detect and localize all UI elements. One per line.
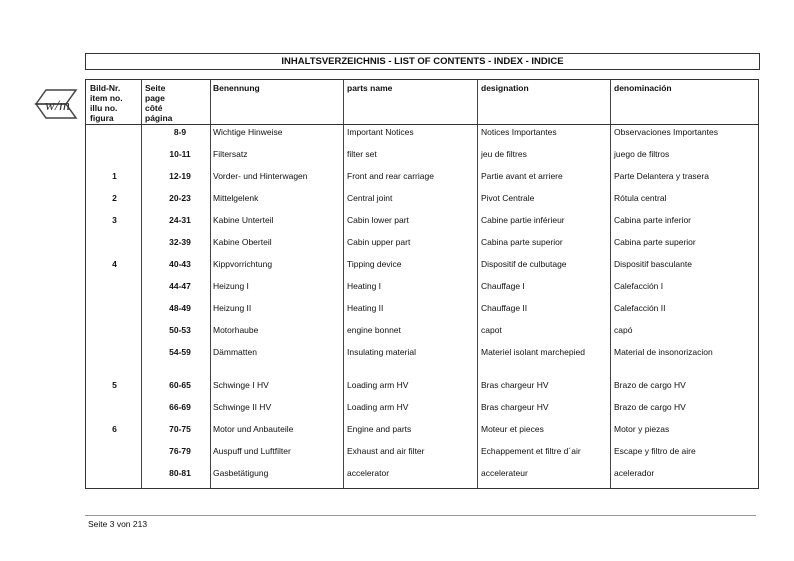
english-cell: Tipping device [347, 259, 402, 269]
spanish-cell: capó [614, 325, 633, 335]
page-cell: 44-47 [169, 281, 191, 291]
item-no-cell: 5 [112, 380, 117, 390]
page-cell: 40-43 [169, 259, 191, 269]
page-cell: 20-23 [169, 193, 191, 203]
table-row [86, 149, 758, 171]
english-cell: Important Notices [347, 127, 414, 137]
contents-table [85, 79, 759, 489]
page-cell: 24-31 [169, 215, 191, 225]
english-cell: Engine and parts [347, 424, 412, 434]
french-cell: Cabine partie inférieur [481, 215, 565, 225]
table-row [86, 446, 758, 468]
german-cell: Kippvorrichtung [213, 259, 273, 269]
english-cell: Loading arm HV [347, 402, 409, 412]
spanish-cell: Motor y piezas [614, 424, 670, 434]
english-cell: Insulating material [347, 347, 416, 357]
header-french: designation [481, 83, 529, 93]
table-row [86, 215, 758, 237]
page-cell: 8-9 [173, 127, 187, 137]
french-cell: Notices Importantes [481, 127, 557, 137]
spanish-cell: Brazo de cargo HV [614, 402, 686, 412]
page-cell: 10-11 [169, 149, 191, 159]
page-cell: 54-59 [169, 347, 191, 357]
english-cell: Cabin upper part [347, 237, 411, 247]
page-cell: 70-75 [169, 424, 191, 434]
table-row [86, 424, 758, 446]
french-cell: Cabina parte superior [481, 237, 563, 247]
table-row [86, 237, 758, 259]
english-cell: Heating I [347, 281, 382, 291]
table-row [86, 347, 758, 369]
german-cell: Dämmatten [213, 347, 257, 357]
french-cell: Chauffage I [481, 281, 525, 291]
svg-text:w/m: w/m [45, 98, 71, 114]
german-cell: Motorhaube [213, 325, 259, 335]
table-row [86, 380, 758, 402]
spanish-cell: Calefacción II [614, 303, 666, 313]
spanish-cell: Cabina parte inferior [614, 215, 692, 225]
spanish-cell: Calefacción I [614, 281, 664, 291]
table-row [86, 171, 758, 193]
header-english: parts name [347, 83, 393, 93]
spanish-cell: Rótula central [614, 193, 667, 203]
english-cell: Front and rear carriage [347, 171, 434, 181]
french-cell: Bras chargeur HV [481, 402, 549, 412]
spanish-cell: Brazo de cargo HV [614, 380, 686, 390]
table-row [86, 259, 758, 281]
german-cell: Motor und Anbauteile [213, 424, 294, 434]
german-cell: Mittelgelenk [213, 193, 259, 203]
spanish-cell: juego de filtros [614, 149, 670, 159]
item-no-cell: 6 [112, 424, 117, 434]
french-cell: Materiel isolant marchepied [481, 347, 585, 357]
french-cell: accelerateur [481, 468, 528, 478]
item-no-cell: 4 [112, 259, 117, 269]
german-cell: Auspuff und Luftfilter [213, 446, 291, 456]
german-cell: Heizung II [213, 303, 252, 313]
french-cell: Dispositif de culbutage [481, 259, 567, 269]
german-cell: Kabine Oberteil [213, 237, 272, 247]
header-item-no: Bild-Nr. item no. illu no. figura [90, 83, 123, 123]
english-cell: Central joint [347, 193, 393, 203]
english-cell: Loading arm HV [347, 380, 409, 390]
french-cell: capot [481, 325, 502, 335]
page-cell: 12-19 [169, 171, 191, 181]
spanish-cell: Escape y filtro de aire [614, 446, 696, 456]
spanish-cell: Parte Delantera y trasera [614, 171, 709, 181]
german-cell: Gasbetätigung [213, 468, 269, 478]
french-cell: Partie avant et arriere [481, 171, 563, 181]
item-no-cell: 2 [112, 193, 117, 203]
english-cell: Cabin lower part [347, 215, 409, 225]
page-cell: 66-69 [169, 402, 191, 412]
table-row [86, 468, 758, 490]
table-row [86, 127, 758, 149]
german-cell: Wichtige Hinweise [213, 127, 283, 137]
page-cell: 60-65 [169, 380, 191, 390]
table-row [86, 303, 758, 325]
english-cell: accelerator [347, 468, 390, 478]
spanish-cell: Material de insonorizacion [614, 347, 713, 357]
header-page: Seite page côté página [145, 83, 173, 123]
spanish-cell: Dispositif basculante [614, 259, 692, 269]
german-cell: Heizung I [213, 281, 249, 291]
english-cell: Exhaust and air filter [347, 446, 425, 456]
table-row [86, 281, 758, 303]
german-cell: Filtersatz [213, 149, 248, 159]
wm-logo-icon [32, 84, 80, 124]
spanish-cell: Cabina parte superior [614, 237, 696, 247]
table-row [86, 402, 758, 424]
index-title: INHALTSVERZEICHNIS - LIST OF CONTENTS - INDEX - INDICE [85, 53, 760, 70]
table-row [86, 193, 758, 215]
german-cell: Vorder- und Hinterwagen [213, 171, 308, 181]
table-row [86, 325, 758, 347]
page-footer: Seite 3 von 213 [88, 519, 148, 529]
header-german: Benennung [213, 83, 260, 93]
spanish-cell: acelerador [614, 468, 655, 478]
english-cell: filter set [347, 149, 377, 159]
german-cell: Schwinge II HV [213, 402, 272, 412]
french-cell: Bras chargeur HV [481, 380, 549, 390]
page-cell: 50-53 [169, 325, 191, 335]
german-cell: Kabine Unterteil [213, 215, 274, 225]
header-spanish: denominación [614, 83, 672, 93]
english-cell: Heating II [347, 303, 384, 313]
french-cell: Pivot Centrale [481, 193, 535, 203]
french-cell: jeu de filtres [481, 149, 527, 159]
french-cell: Chauffage II [481, 303, 528, 313]
german-cell: Schwinge I HV [213, 380, 269, 390]
french-cell: Echappement et filtre d´air [481, 446, 581, 456]
french-cell: Moteur et pieces [481, 424, 544, 434]
item-no-cell: 3 [112, 215, 117, 225]
page-cell: 48-49 [169, 303, 191, 313]
spanish-cell: Observaciones Importantes [614, 127, 718, 137]
english-cell: engine bonnet [347, 325, 401, 335]
item-no-cell: 1 [112, 171, 117, 181]
page-cell: 32-39 [169, 237, 191, 247]
page-cell: 80-81 [169, 468, 191, 478]
page-cell: 76-79 [169, 446, 191, 456]
